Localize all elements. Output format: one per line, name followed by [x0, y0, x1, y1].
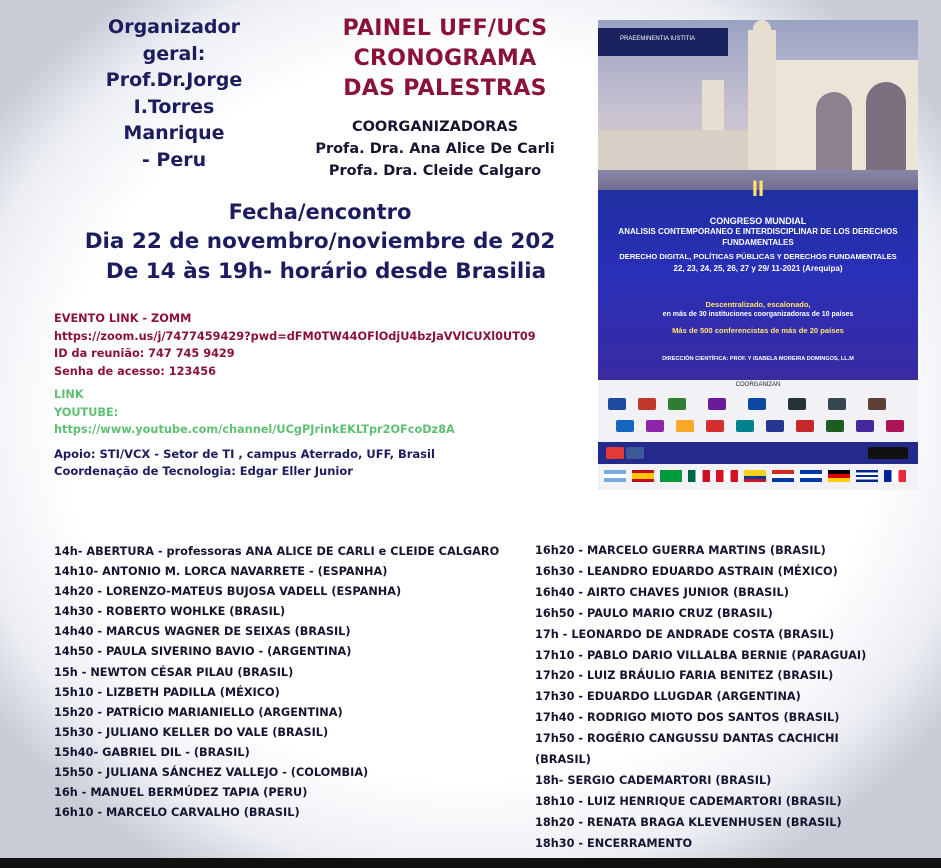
title-line: CRONOGRAMA — [353, 46, 537, 71]
poster-header-label: PRAEEMINENTIA IUSTITIA — [620, 36, 696, 42]
zoom-link[interactable]: https://zoom.us/j/7477459429?pwd=dFM0TW44OFlOdjU4bzJaVVlCUXl0UT09 — [54, 329, 536, 343]
logo-icon — [788, 398, 806, 410]
schedule-item: 15h20 - PATRÍCIO MARIANIELLO (ARGENTINA) — [54, 705, 343, 719]
poster-logos-area — [598, 382, 918, 490]
schedule-item: 14h40 - MARCUS WAGNER DE SEIXAS (BRASIL) — [54, 625, 351, 639]
support-apoio: Apoio: STI/VCX - Setor de TI , campus Aterrado, UFF, Brasil — [54, 447, 435, 461]
poster-description: Más de 500 conferencistas de más de 20 países — [672, 326, 844, 335]
poster-title: FUNDAMENTALES — [722, 238, 794, 247]
poster-arch — [816, 92, 852, 172]
flag-icon — [744, 470, 766, 482]
organizer-line: Organizador — [108, 16, 240, 38]
logo-icon — [608, 398, 626, 410]
schedule-item: 16h50 - PAULO MARIO CRUZ (BRASIL) — [535, 606, 773, 620]
coorganizer-name: Profa. Dra. Cleide Calgaro — [328, 163, 542, 179]
flag-icon — [884, 470, 906, 482]
schedule-item: 17h30 - EDUARDO LLUGDAR (ARGENTINA) — [535, 690, 801, 704]
schedule-item: 14h50 - PAULA SIVERINO BAVIO - (ARGENTINA) — [54, 645, 352, 659]
logo-icon — [638, 398, 656, 410]
meeting-date: Dia 22 de novembro/noviembre de 202 — [84, 229, 556, 254]
schedule-item: 15h50 - JULIANA SÁNCHEZ VALLEJO - (COLOMBIA) — [54, 766, 369, 780]
schedule-right — [535, 541, 895, 855]
poster-tower-dome — [753, 20, 771, 34]
organizer-line: - Peru — [141, 148, 207, 171]
schedule-item: 17h10 - PABLO DARIO VILLALBA BERNIE (PARAGUAI) — [535, 648, 867, 662]
logo-icon — [886, 420, 904, 432]
poster-arch — [866, 82, 906, 172]
schedule-item: 15h10 - LIZBETH PADILLA (MÉXICO) — [54, 685, 280, 699]
schedule-item: 16h30 - LEANDRO EDUARDO ASTRAIN (MÉXICO) — [535, 564, 838, 578]
poster-coorganizan: COORGANIZAN — [735, 382, 781, 388]
schedule-item: 16h20 - MARCELO GUERRA MARTINS (BRASIL) — [535, 544, 826, 557]
schedule-item: 17h20 - LUIZ BRÁULIO FARIA BENITEZ (BRASIL) — [535, 669, 834, 683]
logo-icon — [828, 398, 846, 410]
poster-buildings — [598, 130, 748, 175]
logo-icon — [708, 398, 726, 410]
organizer-block — [90, 14, 258, 173]
flag-icon — [856, 470, 878, 482]
schedule-item: 18h30 - ENCERRAMENTO — [535, 836, 693, 850]
coorganizer-name: Profa. Dra. Ana Alice De Carli — [315, 141, 555, 157]
logo-icon — [736, 420, 754, 432]
poster-numeral: II — [751, 176, 765, 201]
logo-icon — [668, 398, 686, 410]
flag-icon — [632, 470, 654, 482]
schedule-left — [54, 542, 524, 823]
logo-icon — [766, 420, 784, 432]
meeting-id: ID da reunião: 747 745 9429 — [54, 347, 235, 360]
facebook-icon — [626, 447, 644, 459]
schedule-item: 14h20 - LORENZO-MATEUS BUJOSA VADELL (ESPANHA) — [54, 585, 402, 599]
schedule-item: 16h10 - MARCELO CARVALHO (BRASIL) — [54, 806, 300, 820]
flag-icon — [800, 470, 822, 482]
event-links — [54, 310, 574, 439]
flag-icon — [688, 470, 710, 482]
schedule-item: (BRASIL) — [535, 753, 591, 767]
schedule-item: 18h- SERGIO CADEMARTORI (BRASIL) — [535, 773, 772, 787]
organizer-line: Manrique — [123, 122, 225, 144]
youtube-label: YOUTUBE: — [54, 405, 119, 419]
title-line: PAINEL UFF/UCS — [342, 16, 548, 41]
logo-icon — [646, 420, 664, 432]
logo-icon — [706, 420, 724, 432]
logo-icon — [868, 447, 908, 459]
poster-direction: DIRECCIÓN CIENTÍFICA: PROF. Y ISABELA MOREIRA DOMINGOS, LL.M — [662, 356, 854, 362]
youtube-label: LINK — [54, 388, 84, 401]
schedule-item: 16h40 - AIRTO CHAVES JUNIOR (BRASIL) — [535, 585, 789, 599]
schedule-item: 15h30 - JULIANO KELLER DO VALE (BRASIL) — [54, 725, 329, 739]
meeting-password: Senha de acesso: 123456 — [54, 364, 216, 378]
page-title — [300, 14, 590, 104]
logo-icon — [676, 420, 694, 432]
poster-title: ANALISIS CONTEMPORANEO E INTERDISCIPLINAR DE LOS DERECHOS — [618, 227, 898, 236]
logo-icon — [616, 420, 634, 432]
logo-icon — [868, 398, 886, 410]
support-block — [54, 446, 435, 480]
schedule-item: 14h- ABERTURA - professoras ANA ALICE DE CARLI e CLEIDE CALGARO — [54, 545, 500, 558]
meeting-time: De 14 às 19h- horário desde Brasilia — [105, 259, 547, 284]
poster-header-bar — [598, 28, 728, 56]
logo-icon — [826, 420, 844, 432]
poster-description: Descentralizado, escalonado, — [705, 300, 811, 309]
flag-icon — [772, 470, 794, 482]
logo-icon — [796, 420, 814, 432]
title-line: DAS PALESTRAS — [343, 76, 547, 101]
poster-description: en más de 30 instituciones coorganizadoras de 10 países — [662, 311, 854, 318]
organizer-line: I.Torres — [133, 95, 215, 118]
logo-icon — [856, 420, 874, 432]
flag-icon — [828, 470, 850, 482]
youtube-link[interactable]: https://www.youtube.com/channel/UCgPJrinkEKLTpr2OFcoDz8A — [54, 423, 455, 436]
youtube-icon — [606, 447, 624, 459]
logo-icon — [748, 398, 766, 410]
schedule-item: 14h10- ANTONIO M. LORCA NAVARRETE - (ESPANHA) — [54, 565, 388, 579]
support-coordination: Coordenação de Tecnologia: Edgar Eller Junior — [54, 464, 353, 478]
coorganizers-heading: COORGANIZADORAS — [351, 119, 519, 135]
schedule-item: 18h20 - RENATA BRAGA KLEVENHUSEN (BRASIL) — [535, 815, 842, 829]
schedule-item: 17h40 - RODRIGO MIOTO DOS SANTOS (BRASIL) — [535, 711, 840, 725]
poster-dates: 22, 23, 24, 25, 26, 27 y 29/ 11-2021 (Arequipa) — [673, 264, 843, 273]
coorganizers-block — [300, 116, 570, 182]
poster-subtitle: DERECHO DIGITAL, POLÍTICAS PÚBLICAS Y DERECHOS FUNDAMENTALES — [619, 252, 897, 261]
bottom-border — [0, 858, 941, 868]
poster-title: CONGRESO MUNDIAL — [709, 216, 807, 226]
organizer-line: Prof.Dr.Jorge — [105, 69, 243, 91]
flag-icon — [716, 470, 738, 482]
schedule-item: 14h30 - ROBERTO WOHLKE (BRASIL) — [54, 605, 286, 619]
schedule-item: 16h - MANUEL BERMÚDEZ TAPIA (PERU) — [54, 786, 308, 800]
flag-icon — [660, 470, 682, 482]
schedule-item: 15h - NEWTON CÉSAR PILAU (BRASIL) — [54, 665, 294, 679]
schedule-item: 18h10 - LUIZ HENRIQUE CADEMARTORI (BRASIL) — [535, 794, 842, 808]
meeting-block — [40, 197, 600, 287]
zoom-link-label: EVENTO LINK - ZOMM — [54, 312, 192, 325]
meeting-label: Fecha/encontro — [228, 200, 412, 224]
congress-poster — [598, 20, 918, 490]
organizer-line: geral: — [142, 42, 206, 65]
schedule-item: 17h - LEONARDO DE ANDRADE COSTA (BRASIL) — [535, 627, 835, 641]
flag-icon — [604, 470, 626, 482]
schedule-item: 15h40- GABRIEL DIL - (BRASIL) — [54, 745, 250, 759]
schedule-item: 17h50 - ROGÉRIO CANGUSSU DANTAS CACHICHI — [535, 732, 839, 746]
poster-tower — [748, 30, 776, 180]
